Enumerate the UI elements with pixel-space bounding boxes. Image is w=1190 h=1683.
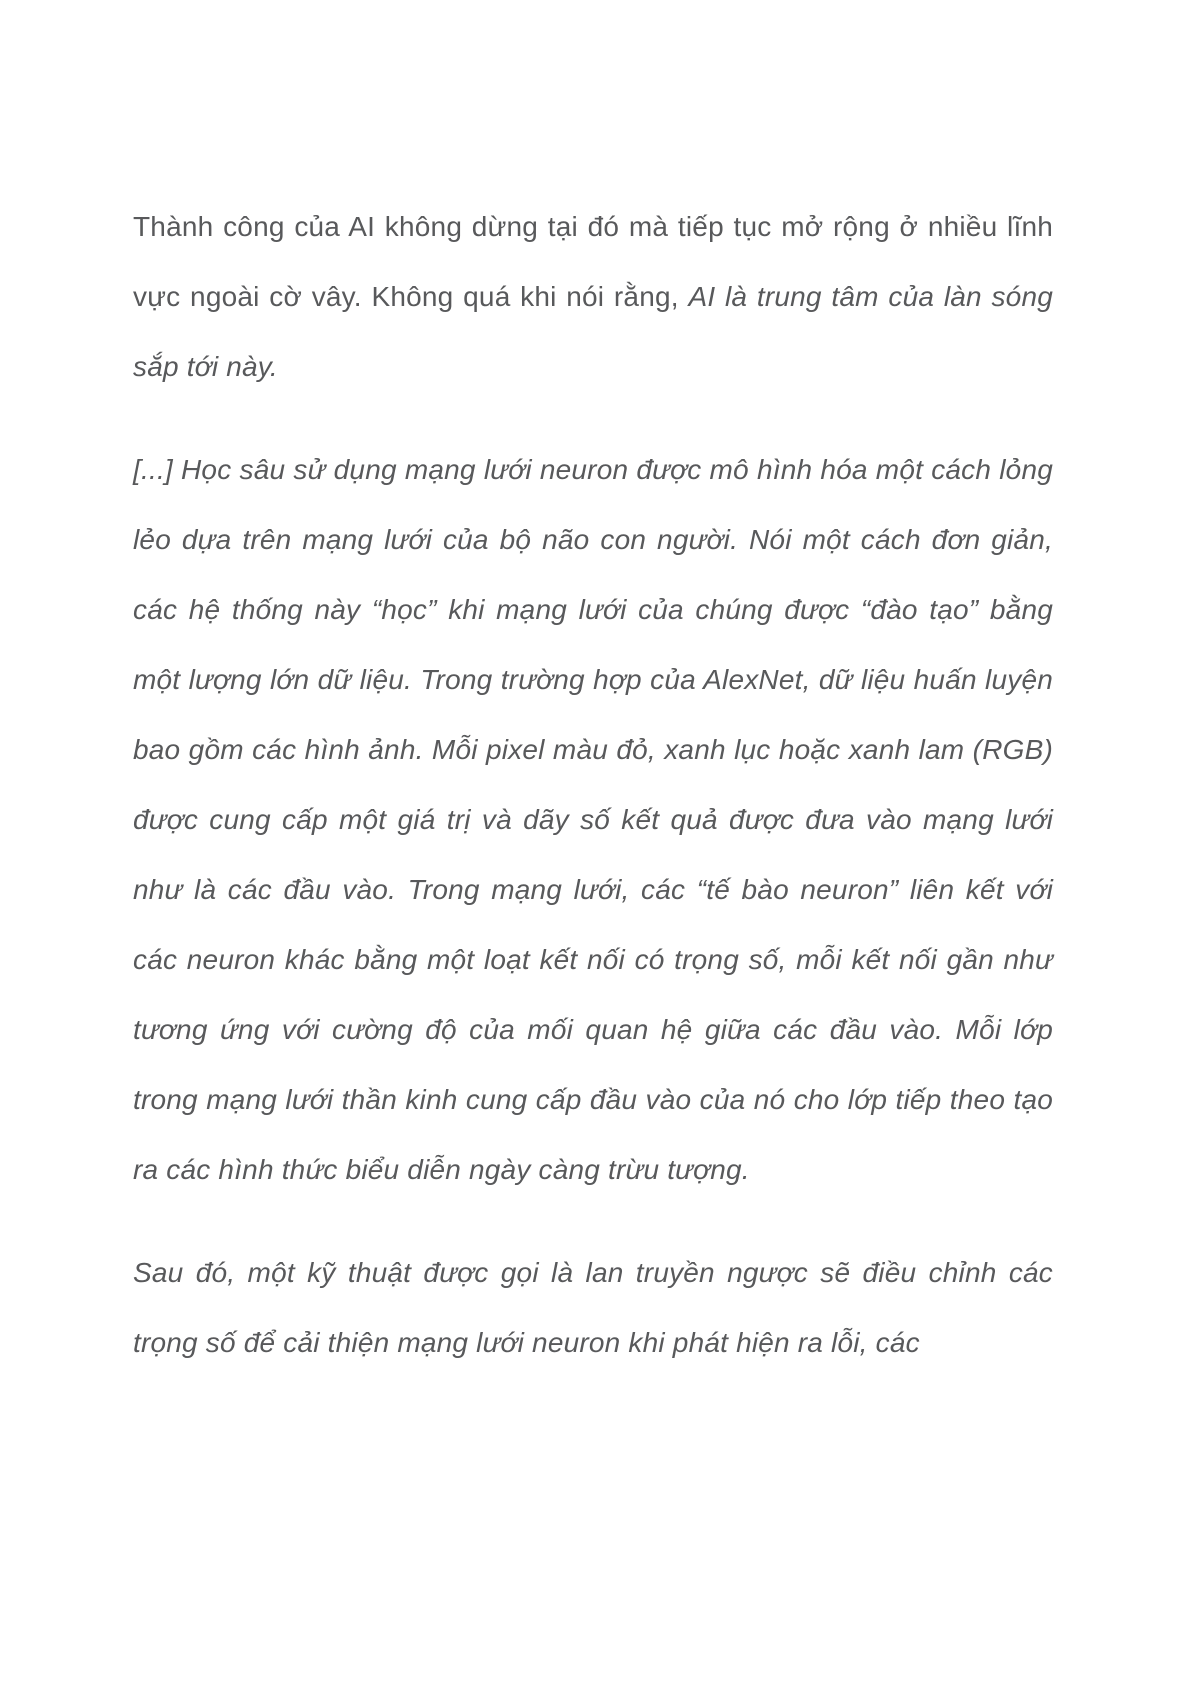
paragraph-quote-backpropagation: [133, 1238, 1053, 1378]
paragraph-quote-backpropagation-text: Sau đó, một kỹ thuật được gọi là lan truyền ngược sẽ điều chỉnh các trọng số để cải thiện mạng lưới neuron khi phát hiện ra lỗi, các: [133, 1257, 1053, 1358]
paragraph-intro-italic-text: AI là trung tâm của làn sóng sắp tới này.: [133, 281, 1053, 382]
paragraph-quote-deep-learning-text: [...] Học sâu sử dụng mạng lưới neuron được mô hình hóa một cách lỏng lẻo dựa trên mạng lưới của bộ não con người. Nói một cách đơn giản, các hệ thống này “học” khi mạng lưới của chúng được “đào tạo” bằng một lượng lớn dữ liệu. Trong trường hợp của AlexNet, dữ liệu huấn luyện bao gồm các hình ảnh. Mỗi pixel màu đỏ, xanh lục hoặc xanh lam (RGB) được cung cấp một giá trị và dãy số kết quả được đưa vào mạng lưới như là các đầu vào. Trong mạng lưới, các “tế bào neuron” liên kết với các neuron khác bằng một loạt kết nối có trọng số, mỗi kết nối gần như tương ứng với cường độ của mối quan hệ giữa các đầu vào. Mỗi lớp trong mạng lưới thần kinh cung cấp đầu vào của nó cho lớp tiếp theo tạo ra các hình thức biểu diễn ngày càng trừu tượng.: [133, 454, 1053, 1185]
paragraph-intro-regular-text: Thành công của AI không dừng tại đó mà tiếp tục mở rộng ở nhiều lĩnh vực ngoài cờ vây. Không quá khi nói rằng,: [133, 211, 1053, 312]
paragraph-intro: [133, 192, 1053, 402]
paragraph-quote-deep-learning: [133, 435, 1053, 1205]
